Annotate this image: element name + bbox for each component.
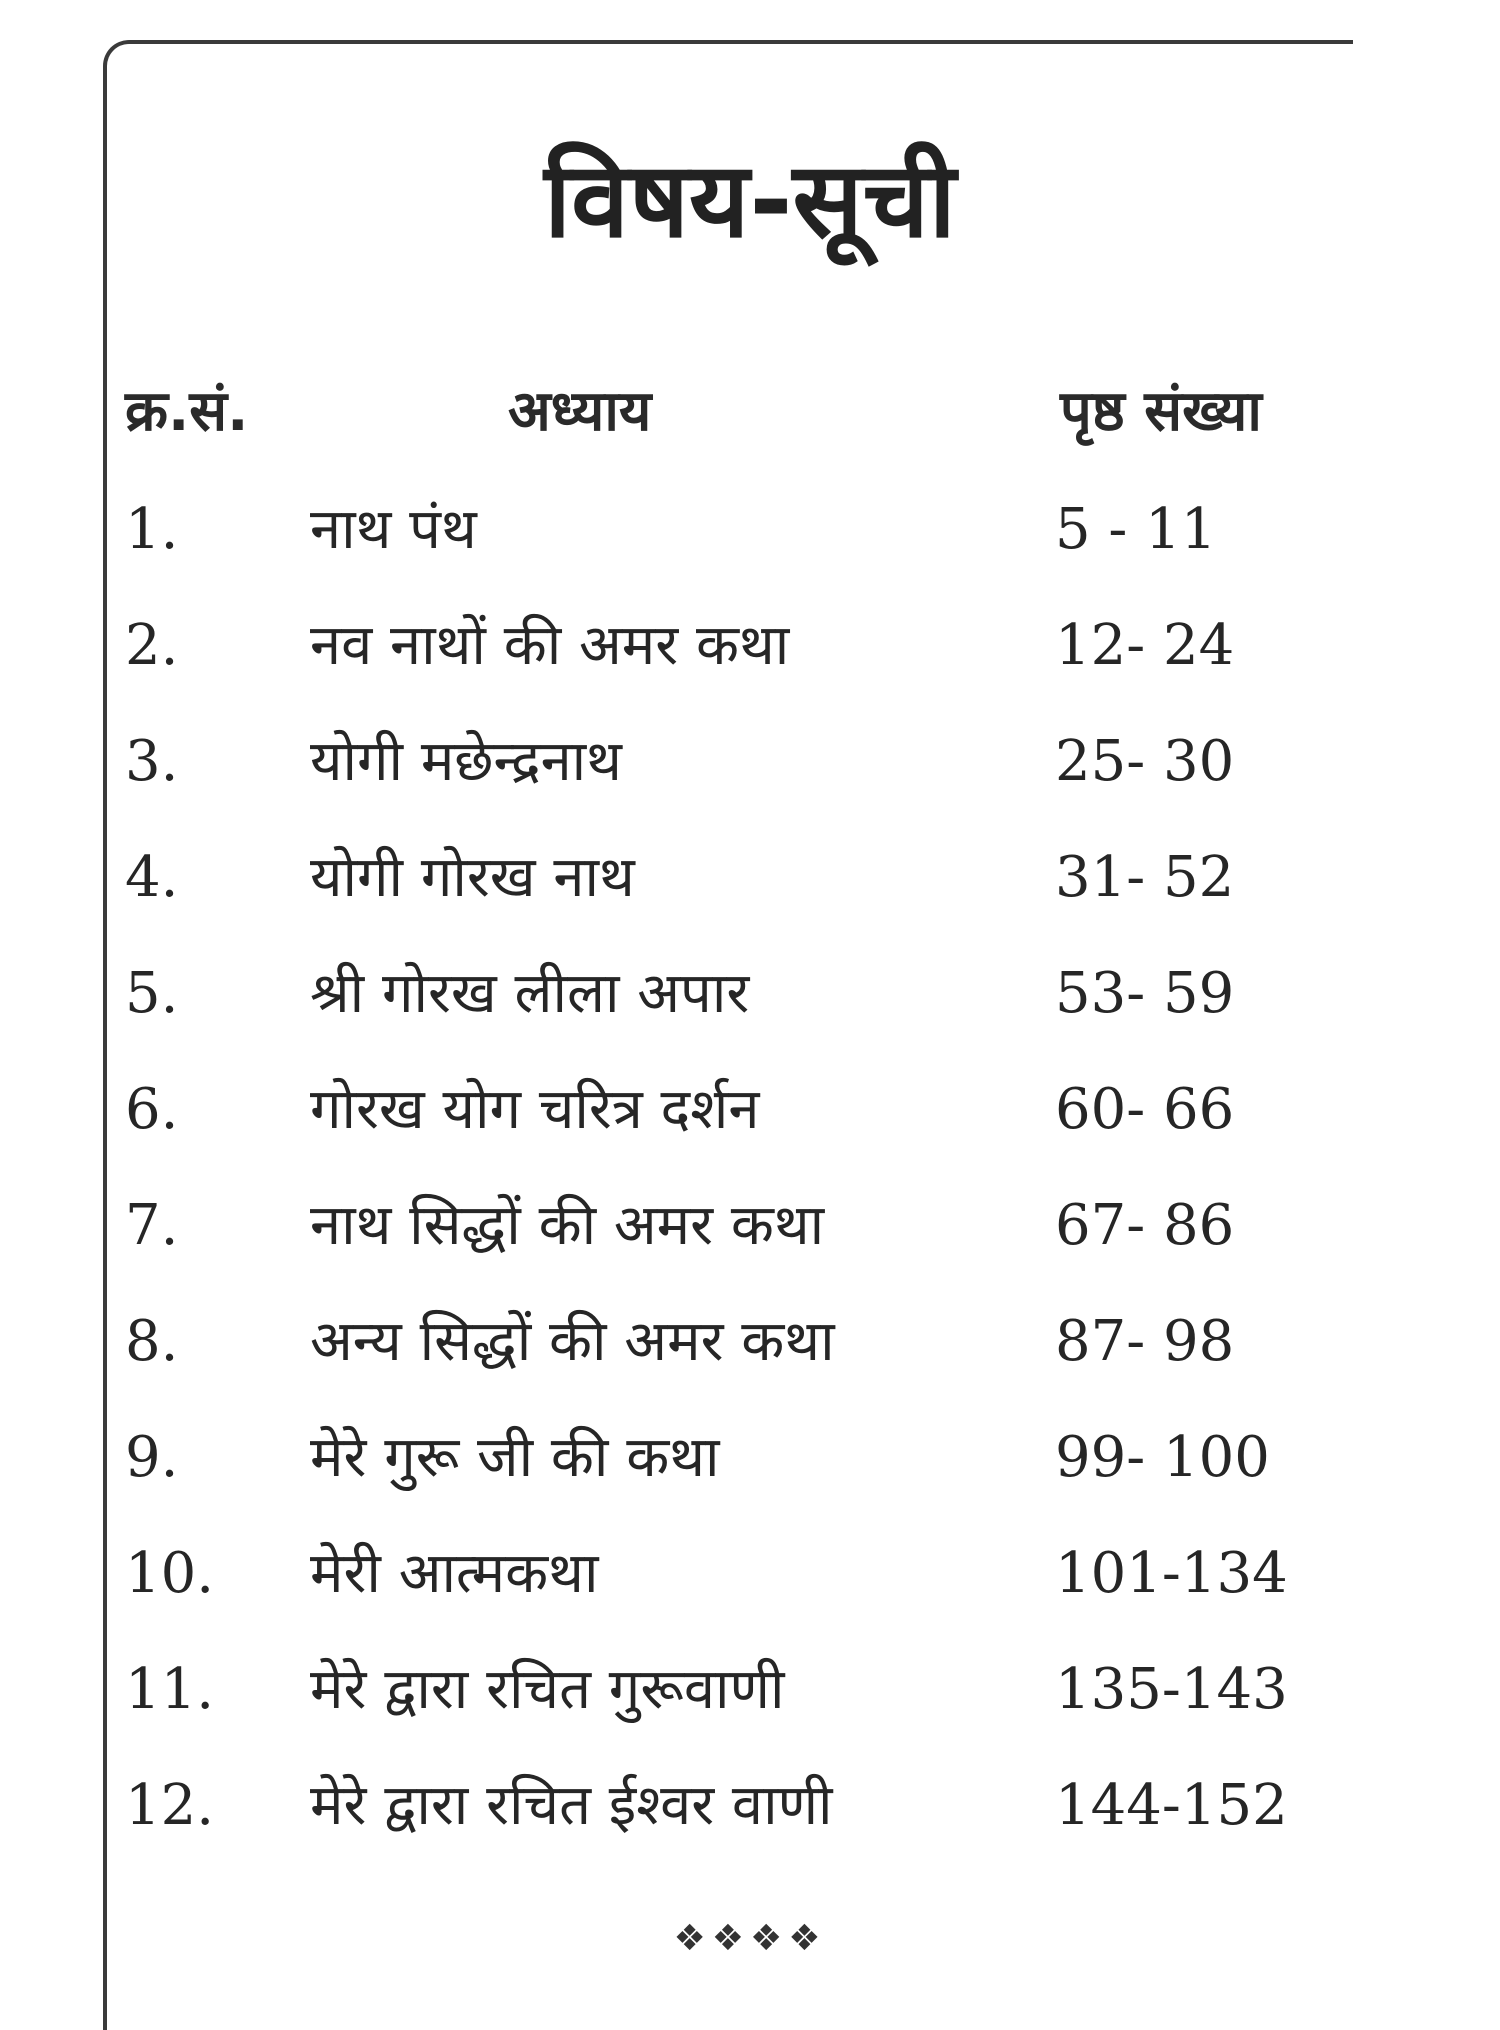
toc-pages: 99- 100 [1055,1425,1270,1490]
toc-row [0,934,1500,1050]
toc-serial: 5. [125,961,179,1026]
column-header-serial-number: क्र.सं. [125,379,249,444]
toc-pages: 12- 24 [1055,613,1235,678]
toc-pages: 60- 66 [1055,1077,1235,1142]
toc-serial: 2. [125,613,179,678]
column-header-page-number: पृष्ठ संख्या [1060,379,1262,444]
toc-serial: 3. [125,729,179,794]
toc-row [0,586,1500,702]
toc-row [0,1746,1500,1862]
toc-chapter: योगी मछेन्द्रनाथ [310,729,622,794]
toc-serial: 11. [125,1657,215,1722]
table-of-contents [0,470,1500,1862]
toc-row [0,1166,1500,1282]
toc-pages: 5 - 11 [1055,497,1217,562]
toc-chapter: मेरे गुरू जी की कथा [310,1425,720,1490]
toc-pages: 87- 98 [1055,1309,1235,1374]
toc-row [0,1050,1500,1166]
toc-pages: 101-134 [1055,1541,1288,1606]
toc-serial: 4. [125,845,179,910]
toc-row [0,818,1500,934]
toc-chapter: श्री गोरख लीला अपार [310,961,750,1026]
toc-chapter: नाथ सिद्धों की अमर कथा [310,1193,825,1258]
toc-chapter: नव नाथों की अमर कथा [310,613,790,678]
toc-serial: 1. [125,497,179,562]
toc-row [0,702,1500,818]
toc-pages: 53- 59 [1055,961,1235,1026]
toc-pages: 25- 30 [1055,729,1235,794]
toc-row [0,1630,1500,1746]
toc-row [0,470,1500,586]
toc-chapter: मेरे द्वारा रचित गुरूवाणी [310,1657,785,1722]
toc-chapter: मेरे द्वारा रचित ईश्वर वाणी [310,1773,833,1838]
toc-chapter: गोरख योग चरित्र दर्शन [310,1077,760,1142]
toc-serial: 8. [125,1309,179,1374]
decorative-ornament: ❖❖❖❖ [673,1918,827,1959]
toc-chapter: मेरी आत्मकथा [310,1541,599,1606]
toc-serial: 7. [125,1193,179,1258]
toc-pages: 144-152 [1055,1773,1288,1838]
toc-serial: 10. [125,1541,215,1606]
toc-row [0,1514,1500,1630]
toc-pages: 135-143 [1055,1657,1288,1722]
toc-chapter: योगी गोरख नाथ [310,845,635,910]
toc-chapter: नाथ पंथ [310,497,477,562]
toc-pages: 31- 52 [1055,845,1235,910]
toc-row [0,1398,1500,1514]
toc-serial: 9. [125,1425,179,1490]
toc-row [0,1282,1500,1398]
toc-serial: 12. [125,1773,215,1838]
column-header-chapter: अध्याय [508,379,652,444]
page-title: विषय-सूची [544,139,956,261]
toc-serial: 6. [125,1077,179,1142]
toc-chapter: अन्य सिद्धों की अमर कथा [310,1309,835,1374]
toc-pages: 67- 86 [1055,1193,1235,1258]
